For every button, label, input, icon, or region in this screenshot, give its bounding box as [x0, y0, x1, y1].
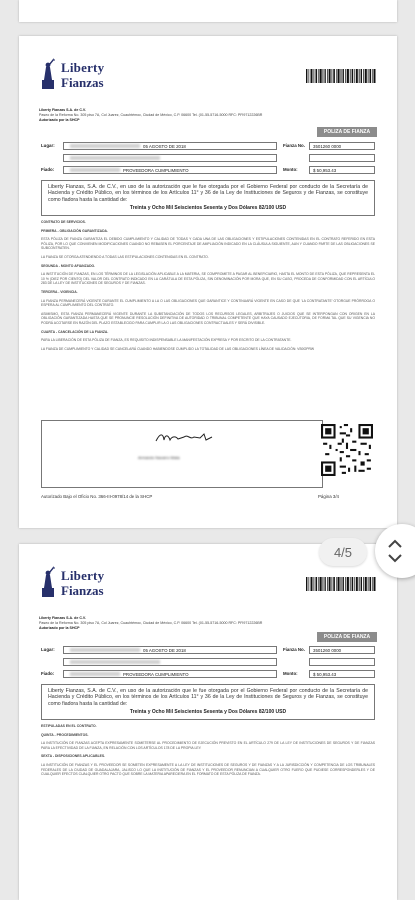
- qr-code-icon: [321, 424, 373, 476]
- redacted-block: [70, 672, 120, 676]
- clauses-body: [41, 724, 375, 781]
- signature-box: [41, 420, 323, 488]
- clause-paragraph: LA INSTITUCIÓN DE FIANZAS ACEPTA EXPRESAMENTE SOMETERSE AL PROCEDIMIENTO DE EJECUCIÓN PREVISTO EN EL ARTÍCULO 279 DE LA LEY DE INSTITUCIONES DE SEGUROS Y DE FIANZAS PARA LA EFECTIVIDAD DE LA FIANZA, EN RELACIÓN CON LOS ARTÍCULOS 178 DE LA PROPIA LEY.: [41, 741, 375, 750]
- blank-field: [63, 658, 277, 666]
- clause-paragraph: LA FIANZA DE CUMPLIMIENTO Y CALIDAD SE CANCELARÁ CUANDO HABIENDOSE CUMPLIDO LA TOTALIDAD DE LAS OBLIGACIONES LÍNEA DE VALIDACIÓN: VB0OPRW: [41, 346, 315, 351]
- statue-of-liberty-icon: [39, 566, 57, 598]
- fiado-value: PROVEEDORA CUMPLIMIENTO: [123, 167, 189, 173]
- monto-label: Monto:: [283, 671, 298, 676]
- fianza-value: 3501260 0000: [313, 143, 342, 149]
- monto-field: [309, 166, 375, 174]
- fiado-value: PROVEEDORA CUMPLIMIENTO: [123, 671, 189, 677]
- document-page-4: [19, 544, 397, 900]
- clause-paragraph: ESTA PÓLIZA DE FIANZA GARANTIZA EL DEBIDO CUMPLIMIENTO Y CALIDAD DE TODAS Y CADA UNA DE LAS OBLIGACIONES Y ESTIPULACIONES CONTENIDAS EN EL CONTRATO REFERIDO EN ESTA PÓLIZA, POR LO QUE CONVIENEN MODIFICACIONES CUANDO NO REBASEN EL PORCENTAJE DE AMPLIACIÓN INDICADO EN LA CLÁUSULA SIGUIENTE, AUN Y CUANDO PARTE DE LAS OBLIGACIONES SE SUBCONTRATEN.: [41, 237, 375, 251]
- monto-value: $ 50,953.43: [313, 671, 337, 677]
- footer-authorization: Autorizado Bajo el Oficio No. 366-III-0978/14 de la SHCP: [41, 494, 153, 499]
- fiado-field: [63, 166, 277, 174]
- redacted-block: [70, 660, 160, 664]
- poliza-label: POLIZA DE FIANZA: [317, 127, 377, 137]
- logo-wordmark-fianzas: Fianzas: [61, 75, 104, 90]
- fianza-field: [309, 142, 375, 150]
- logo-wordmark-liberty: Liberty: [61, 568, 105, 583]
- logo-wordmark-liberty: Liberty: [61, 60, 105, 75]
- blank-field-right: [309, 658, 375, 666]
- barcode-icon: [305, 576, 377, 592]
- fianza-value: 3501260 0000: [313, 647, 342, 653]
- intro-text: Liberty Fianzas, S.A. de C.V., en uso de la autorización que le fue otorgada por el Gobierno Federal por conducto de la Secretaría de Hacienda y Crédito Público, en los términos de los Artículos 11° y 36 de la Ley de Instituciones de Seguros y de Fianzas, se constituye como fiadora hasta la cantidad de:: [48, 184, 368, 203]
- fianza-field: [309, 646, 375, 654]
- company-legal-name: Liberty Fianzas S.A. de C.V.: [39, 108, 86, 112]
- monto-field: [309, 670, 375, 678]
- clauses-body: [41, 220, 375, 355]
- company-address: Paseo de la Reforma No. 305 piso 7A, Col Juarez, Cuauhtémoc, Ciudad de México, C.P. 06600 Tel. (01-55-5716-5000 RFC: PFI9712226BR: [39, 621, 263, 625]
- chevron-up-down-icon: [386, 537, 404, 565]
- fiado-label: Fiado:: [41, 671, 55, 676]
- lugar-field: [63, 646, 277, 654]
- liberty-logo: [39, 58, 119, 92]
- clause-paragraph: LA FIANZA SE OTORGA ATENDIENDO A TODAS LAS ESTIPULACIONES CONTENIDAS EN EL CONTRATO.: [41, 254, 209, 259]
- blank-field-right: [309, 154, 375, 162]
- barcode-icon: [305, 68, 377, 84]
- company-authorization: Autorizado por la SHCP: [39, 118, 80, 122]
- lugar-value: 05 AGOSTO DE 2018: [143, 647, 186, 653]
- signature-area: [41, 420, 375, 522]
- clause-paragraph: ASIMISMO, ESTA FIANZA PERMANECERÁ VIGENTE DURANTE LA SUBSTANCIACIÓN DE TODOS LOS RECURSOS LEGALES, ARBITRAJES O JUICIOS QUE SE INTERPONGAN CON ORIGEN EN LA OBLIGACIÓN GARANTIZADA HASTA QUE SE PRONUNCIE RESOLUCIÓN DEFINITIVA DE AUTORIDAD O TRIBUNAL COMPETENTE QUE HAYA CAUSADO EJECUTORIA, DE FORMA TAL QUE SU VIGENCIA NO PODRÁ ACOTARSE EN RAZÓN DEL PLAZO ESTABLECIDO PARA CUMPLIR LA O LAS OBLIGACIONES CONTRACTUALES Y SERÁ DIVISIBLE.: [41, 311, 375, 325]
- monto-value: $ 50,953.43: [313, 167, 337, 173]
- clause-paragraph: LA FIANZA PERMANECERÁ VIGENTE DURANTE EL CUMPLIMIENTO A LA O LAS OBLIGACIONES QUE GARANTICE Y CONTINUARÁ VIGENTE EN CASO DE QUE 'LA CONTRATANTE' OTORGUE PRÓRROGA O ESPERA AL CUMPLIMIENTO DEL CONTRATO.: [41, 298, 375, 308]
- lugar-label: Lugar:: [41, 143, 55, 148]
- redacted-block: [70, 144, 140, 148]
- clause-line: ESTIPULADAS EN EL CONTRATO.: [41, 724, 97, 728]
- clause-line: CONTRATO DE SERVICIOS.: [41, 220, 86, 224]
- liberty-logo: [39, 566, 119, 600]
- company-header: [39, 108, 339, 123]
- clause-heading: CUARTA - CANCELACIÓN DE LA FIANZA.: [41, 329, 109, 334]
- clause-paragraph: PARA LA LIBERACIÓN DE ESTA PÓLIZA DE FIANZA, ES REQUISITO INDISPENSABLE LA MANIFESTACIÓN EXPRESA Y POR ESCRITO DE LA CONTRATANTE.: [41, 338, 292, 343]
- logo-wordmark-fianzas: Fianzas: [61, 583, 104, 598]
- clause-heading: TERCERA - VIGENCIA.: [41, 289, 78, 294]
- signer-name: Armando Navarro Mata: [138, 455, 180, 460]
- clause-paragraph: LA INSTITUCIÓN DE FIANZAS Y EL PROVEEDOR SE SOMETEN EXPRESAMENTE A LA LEY DE INSTITUCIONES DE SEGUROS Y DE FIANZAS Y A LA JURISDICCIÓN Y COMPETENCIA DE LOS TRIBUNALES FEDERALES DE LA CIUDAD DE GUADALAJARA, JALISCO LO QUE LA INSTITUCIÓN DE FIANZAS Y EL PROVEEDOR RENUNCIAN A CUALQUIER OTRO FUERO QUE PUDIESE CORRESPONDERLES Y DE CUALQUIER EFECTOS CUALQUIER OTRO PACTO QUE SOBRE LA MATERIA APARECIERA EN EL FORMATO DE ESTA PÓLIZA DE FIANZA.: [41, 762, 375, 777]
- document-page-3: [19, 36, 397, 528]
- company-legal-name: Liberty Fianzas S.A. de C.V.: [39, 616, 86, 620]
- page-indicator: 4/5: [319, 538, 367, 566]
- fianza-label: Fianza No.: [283, 647, 305, 652]
- amount-in-words: Treinta y Ocho Mil Seiscientos Sesenta y Dos Dólares 82/100 USD: [129, 709, 287, 716]
- intro-box: [41, 180, 375, 216]
- blank-field: [63, 154, 277, 162]
- clause-heading: SEGUNDA - MONTO AFIANZADO.: [41, 263, 96, 268]
- poliza-label: POLIZA DE FIANZA: [317, 632, 377, 642]
- previous-page-stub: [19, 0, 397, 22]
- amount-in-words: Treinta y Ocho Mil Seiscientos Sesenta y Dos Dólares 82/100 USD: [129, 205, 287, 212]
- company-authorization: Autorizado por la SHCP: [39, 626, 80, 630]
- company-address: Paseo de la Reforma No. 305 piso 7A, Col Juarez, Cuauhtémoc, Ciudad de México, C.P. 06600 Tel. (01-55-5716-5000 RFC: PFI9712226BR: [39, 113, 263, 117]
- fiado-label: Fiado:: [41, 167, 55, 172]
- fiado-field: [63, 670, 277, 678]
- fianza-label: Fianza No.: [283, 143, 305, 148]
- statue-of-liberty-icon: [39, 58, 57, 90]
- monto-label: Monto:: [283, 167, 298, 172]
- redacted-block: [70, 168, 120, 172]
- lugar-value: 05 AGOSTO DE 2018: [143, 143, 186, 149]
- company-header: [39, 616, 339, 631]
- clause-heading: QUINTA - PROCEDIMIENTOS.: [41, 732, 89, 737]
- redacted-block: [70, 156, 160, 160]
- clause-paragraph: LA INSTITUCIÓN DE FIANZAS, EN LOS TÉRMINOS DE LA LEGISLACIÓN APLICABLE A LA MATERIA, SE COMPROMETE A PAGAR AL BENEFICIARIO, HASTA EL MONTO DE ESTA PÓLIZA, QUE REPRESENTA EL 10 % (DIEZ POR CIENTO) DEL VALOR DEL CONTRATO INDICADO EN LA CARÁTULA DE ESTA PÓLIZA, SIN DENOMINACIÓN POR MORA QUE, EN SU CASO, PROCEDA DE CONFORMIDAD CON EL ARTÍCULO 283 DE LA LEY DE INSTITUCIONES DE SEGUROS Y DE FIANZAS.: [41, 272, 375, 286]
- intro-box: [41, 684, 375, 720]
- lugar-label: Lugar:: [41, 647, 55, 652]
- clause-heading: PRIMERA - OBLIGACIÓN GARANTIZADA.: [41, 228, 108, 233]
- signature-icon: [154, 431, 214, 445]
- lugar-field: [63, 142, 277, 150]
- redacted-block: [70, 648, 140, 652]
- intro-text: Liberty Fianzas, S.A. de C.V., en uso de la autorización que le fue otorgada por el Gobierno Federal por conducto de la Secretaría de Hacienda y Crédito Público, en los términos de los Artículos 11° y 36 de la Ley de Instituciones de Seguros y de Fianzas, se constituye como fiadora hasta la cantidad de:: [48, 688, 368, 707]
- clause-heading: SEXTA - DISPOSICIONES APLICABLES.: [41, 754, 106, 759]
- page-number: Página 3/4: [318, 494, 339, 499]
